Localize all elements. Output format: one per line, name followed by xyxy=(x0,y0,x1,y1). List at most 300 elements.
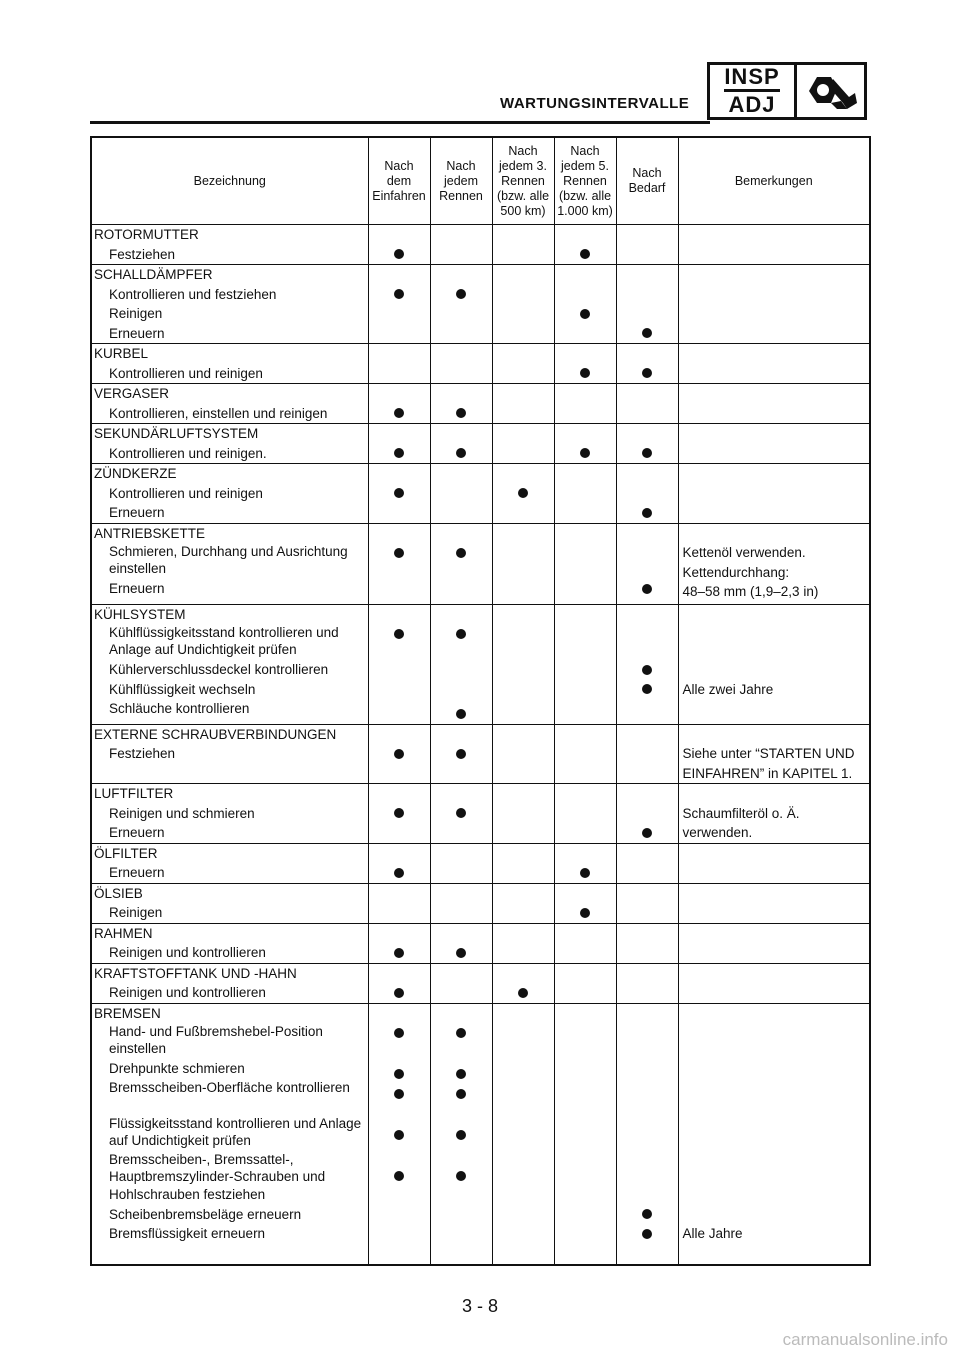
spacer-line xyxy=(679,384,870,404)
item-label: Bremsscheiben-Oberfläche kontrollieren xyxy=(109,1079,350,1095)
bullet-icon xyxy=(456,548,466,558)
bullet-icon xyxy=(394,408,404,418)
bullet-icon xyxy=(580,249,590,259)
remarks-cell xyxy=(678,384,870,424)
page-number: 3 - 8 xyxy=(461,1296,499,1316)
remark-spacer xyxy=(679,1079,870,1115)
interval-cell xyxy=(492,265,554,344)
spacer-line xyxy=(431,964,492,984)
mark-slot xyxy=(493,1205,554,1225)
bullet-icon xyxy=(394,1171,404,1181)
interval-cell xyxy=(616,724,678,784)
category-title: ANTRIEBSKETTE xyxy=(94,525,206,541)
remarks-cell xyxy=(678,1003,870,1265)
bullet-icon xyxy=(394,1130,404,1140)
interval-cell xyxy=(492,424,554,464)
interval-cell xyxy=(492,963,554,1003)
mark-slot xyxy=(555,943,616,963)
spacer-line xyxy=(555,384,616,404)
spacer-line xyxy=(369,605,430,625)
interval-cell xyxy=(554,604,616,724)
item-label: Schmieren, Durchhang und Ausrichtung einstellen xyxy=(109,544,348,576)
item-label: Reinigen und kontrollieren xyxy=(109,985,266,1000)
interval-cell xyxy=(492,724,554,784)
spacer-line xyxy=(493,225,554,245)
spacer-line xyxy=(431,265,492,285)
interval-cell xyxy=(368,923,430,963)
mark-slot xyxy=(617,680,678,700)
column-header-nach-5-rennen xyxy=(554,137,616,225)
spacer-line xyxy=(493,524,554,544)
mark-slot xyxy=(493,579,554,599)
mark-slot xyxy=(431,364,492,384)
interval-cell xyxy=(554,265,616,344)
remarks-cell xyxy=(678,464,870,524)
remark-spacer xyxy=(679,304,870,324)
interval-cell xyxy=(368,225,430,265)
spacer-line xyxy=(369,225,430,245)
mark-slot xyxy=(617,943,678,963)
mark-slot xyxy=(431,665,492,685)
item-label: Drehpunkte schmieren xyxy=(109,1061,245,1076)
remarks-cell xyxy=(678,344,870,384)
mark-slot xyxy=(369,1023,430,1064)
remarks-cell xyxy=(678,424,870,464)
interval-cell xyxy=(492,464,554,524)
remarks-cell xyxy=(678,225,870,265)
mark-slot xyxy=(555,304,616,324)
mark-slot xyxy=(555,903,616,923)
mark-slot xyxy=(493,503,554,523)
spacer-line xyxy=(493,464,554,484)
table-row xyxy=(91,523,870,604)
table-row xyxy=(91,384,870,424)
remark-line: 48–58 mm (1,9–2,3 in) xyxy=(682,584,819,599)
header-line: 500 km) xyxy=(500,203,546,218)
bullet-icon xyxy=(456,808,466,818)
mark-slot xyxy=(555,823,616,843)
item-label: Scheibenbremsbeläge erneuern xyxy=(109,1206,302,1222)
mark-slot xyxy=(555,804,616,824)
page-header-title: WARTUNGSINTERVALLE xyxy=(500,95,690,112)
interval-cell xyxy=(492,784,554,844)
spacer-line xyxy=(617,524,678,544)
interval-cell xyxy=(616,344,678,384)
remark-spacer xyxy=(679,285,870,305)
spacer-line xyxy=(555,524,616,544)
mark-slot xyxy=(617,285,678,305)
interval-cell xyxy=(430,384,492,424)
bullet-icon xyxy=(394,548,404,558)
item-label: Erneuern xyxy=(109,325,165,341)
description-cell xyxy=(91,344,368,384)
bullet-icon xyxy=(394,448,404,458)
spacer-line xyxy=(493,424,554,444)
mark-slot xyxy=(555,444,616,464)
spacer-line xyxy=(555,424,616,444)
header-line: Nach xyxy=(508,143,538,158)
item-label: Erneuern xyxy=(109,825,165,840)
item-label: Hand- und Fußbremshebel-Position einstellen xyxy=(109,1024,323,1056)
interval-cell xyxy=(368,843,430,883)
mark-slot xyxy=(369,823,430,843)
mark-slot xyxy=(431,484,492,504)
mark-slot xyxy=(555,1205,616,1225)
mark-slot xyxy=(431,704,492,724)
mark-slot xyxy=(555,1023,616,1059)
interval-cell xyxy=(430,464,492,524)
mark-slot xyxy=(555,245,616,265)
mark-slot xyxy=(431,503,492,523)
interval-cell xyxy=(492,344,554,384)
mark-slot xyxy=(555,680,616,700)
spacer-line xyxy=(555,884,616,904)
spacer-line xyxy=(555,1004,616,1024)
spacer-line xyxy=(493,924,554,944)
interval-cell xyxy=(492,604,554,724)
bullet-icon xyxy=(642,665,652,675)
description-cell xyxy=(91,1003,368,1265)
bullet-icon xyxy=(580,868,590,878)
mark-slot xyxy=(493,543,554,579)
mark-slot xyxy=(555,503,616,523)
spacer-line xyxy=(493,884,554,904)
mark-slot xyxy=(555,404,616,424)
spacer-line xyxy=(431,784,492,804)
interval-cell xyxy=(616,424,678,464)
mark-slot xyxy=(431,1084,492,1125)
column-header-nach-3-rennen xyxy=(492,137,554,225)
mark-slot xyxy=(369,624,430,665)
interval-cell xyxy=(430,265,492,344)
mark-slot xyxy=(369,665,430,685)
remarks-cell xyxy=(678,724,870,784)
spacer-line xyxy=(617,784,678,804)
bullet-icon xyxy=(642,328,652,338)
mark-slot xyxy=(369,943,430,963)
mark-slot xyxy=(431,304,492,324)
mark-slot xyxy=(617,804,678,824)
spacer-line xyxy=(555,344,616,364)
mark-slot xyxy=(555,983,616,1003)
bullet-icon xyxy=(394,1069,404,1079)
remark-line: verwenden. xyxy=(682,825,753,840)
header-line: Nach xyxy=(384,158,414,173)
spacer-line xyxy=(493,344,554,364)
mark-slot xyxy=(431,863,492,883)
mark-slot xyxy=(617,245,678,265)
bullet-icon xyxy=(394,749,404,759)
remarks-cell xyxy=(678,883,870,923)
remark-spacer xyxy=(679,484,870,504)
mark-slot xyxy=(369,903,430,923)
interval-cell xyxy=(554,464,616,524)
spacer-line xyxy=(679,524,870,544)
bullet-icon xyxy=(394,249,404,259)
item-label: Kontrollieren und reinigen. xyxy=(109,445,267,461)
interval-cell xyxy=(368,784,430,844)
item-label: Bremsscheiben-, Bremssattel-, Hauptbremszylinder-Schrauben und Hohlschrauben festziehen xyxy=(109,1151,326,1202)
category-title: KURBEL xyxy=(94,346,149,361)
bullet-icon xyxy=(456,1130,466,1140)
mark-slot xyxy=(369,1125,430,1166)
badge-top-text: INSP xyxy=(724,66,779,92)
remark-line: Siehe unter “STARTEN UND xyxy=(682,746,855,761)
mark-slot xyxy=(555,1115,616,1151)
mark-slot xyxy=(555,660,616,680)
mark-slot xyxy=(431,943,492,963)
mark-slot xyxy=(369,245,430,265)
spacer-line xyxy=(431,384,492,404)
interval-cell xyxy=(430,923,492,963)
spacer-line xyxy=(369,964,430,984)
header-line: Nach xyxy=(632,166,662,180)
mark-slot xyxy=(431,1023,492,1064)
remark-line: Schaumfilteröl o. Ä. xyxy=(682,805,800,821)
spacer-line xyxy=(679,1004,870,1024)
category-title: ZÜNDKERZE xyxy=(94,466,177,481)
interval-cell xyxy=(430,424,492,464)
interval-cell xyxy=(430,604,492,724)
mark-slot xyxy=(493,699,554,719)
item-label: Kontrollieren, einstellen und reinigen xyxy=(109,405,328,421)
mark-slot xyxy=(369,484,430,504)
interval-cell xyxy=(430,1003,492,1265)
bullet-icon xyxy=(394,289,404,299)
bullet-icon xyxy=(394,1028,404,1038)
spacer-line xyxy=(679,605,870,625)
remark-spacer xyxy=(679,983,870,1003)
description-cell xyxy=(91,923,368,963)
remark-line: Alle zwei Jahre xyxy=(682,681,774,697)
mark-slot xyxy=(431,1244,492,1264)
item-label: Kühlerverschlussdeckel kontrollieren xyxy=(109,662,329,677)
spacer-line xyxy=(369,524,430,544)
remark-spacer xyxy=(679,364,870,384)
category-title: KRAFTSTOFFTANK UND -HAHN xyxy=(94,965,297,981)
description-cell xyxy=(91,843,368,883)
spacer-line xyxy=(369,344,430,364)
bullet-icon xyxy=(394,948,404,958)
spacer-line xyxy=(493,384,554,404)
column-header-nach-bedarf xyxy=(616,137,678,225)
spacer-line xyxy=(493,605,554,625)
interval-cell xyxy=(554,843,616,883)
category-title: RAHMEN xyxy=(94,925,153,941)
mark-slot xyxy=(617,543,678,579)
spacer-line xyxy=(617,424,678,444)
spacer-line xyxy=(679,884,870,904)
mark-slot xyxy=(431,1125,492,1166)
mark-slot xyxy=(617,983,678,1003)
mark-slot xyxy=(617,903,678,923)
spacer-line xyxy=(493,1004,554,1024)
remark-spacer xyxy=(679,1023,870,1059)
interval-cell xyxy=(616,384,678,424)
interval-cell xyxy=(492,225,554,265)
mark-slot xyxy=(431,624,492,665)
interval-cell xyxy=(430,883,492,923)
remarks-cell xyxy=(678,784,870,844)
interval-cell xyxy=(492,1003,554,1265)
remarks-cell xyxy=(678,923,870,963)
interval-cell xyxy=(616,265,678,344)
remark-spacer xyxy=(679,444,870,464)
mark-slot xyxy=(369,285,430,305)
bullet-icon xyxy=(580,448,590,458)
table-row xyxy=(91,265,870,344)
spacer-line xyxy=(617,964,678,984)
mark-slot xyxy=(369,444,430,464)
mark-slot xyxy=(493,1079,554,1115)
interval-cell xyxy=(368,963,430,1003)
spacer-line xyxy=(369,784,430,804)
remark-spacer xyxy=(679,1059,870,1079)
mark-slot xyxy=(493,1224,554,1244)
spacer-line xyxy=(493,265,554,285)
mark-slot xyxy=(369,863,430,883)
spacer-line xyxy=(431,924,492,944)
table-row xyxy=(91,464,870,524)
spacer-line xyxy=(369,924,430,944)
spacer-line xyxy=(555,464,616,484)
table-row xyxy=(91,784,870,844)
spacer-line xyxy=(555,605,616,625)
mark-slot xyxy=(493,823,554,843)
item-label: Flüssigkeitsstand kontrollieren und Anlage auf Undichtigkeit prüfen xyxy=(109,1115,362,1148)
header-line: Einfahren xyxy=(372,188,426,203)
mark-slot xyxy=(369,364,430,384)
mark-slot xyxy=(369,1244,430,1264)
interval-cell xyxy=(368,344,430,384)
bullet-icon xyxy=(642,448,652,458)
mark-slot xyxy=(493,680,554,700)
mark-slot xyxy=(369,804,430,824)
interval-cell xyxy=(554,923,616,963)
spacer-line xyxy=(493,725,554,745)
interval-cell xyxy=(616,784,678,844)
spacer-line xyxy=(679,464,870,484)
mark-slot xyxy=(431,404,492,424)
spacer-line xyxy=(369,884,430,904)
mark-slot xyxy=(493,364,554,384)
mark-slot xyxy=(555,863,616,883)
mark-slot xyxy=(493,1115,554,1151)
mark-slot xyxy=(617,1151,678,1205)
remark-spacer xyxy=(679,404,870,424)
mark-slot xyxy=(555,285,616,305)
category-title: BREMSEN xyxy=(94,1005,161,1021)
mark-slot xyxy=(617,744,678,764)
bullet-icon xyxy=(394,808,404,818)
bullet-icon xyxy=(394,1089,404,1099)
remark-spacer xyxy=(679,1115,870,1151)
header-line: Rennen xyxy=(439,188,483,203)
spacer-line xyxy=(493,844,554,864)
remark-spacer xyxy=(679,1205,870,1225)
remarks-cell xyxy=(678,843,870,883)
mark-slot xyxy=(617,579,678,599)
bullet-icon xyxy=(580,368,590,378)
bullet-icon xyxy=(394,629,404,639)
mark-slot xyxy=(431,324,492,344)
interval-cell xyxy=(492,923,554,963)
mark-slot xyxy=(431,1225,492,1245)
insp-adj-badge xyxy=(707,62,867,120)
spacer-line xyxy=(555,964,616,984)
header-line: Bedarf xyxy=(628,181,666,195)
mark-slot xyxy=(431,285,492,305)
description-cell xyxy=(91,963,368,1003)
interval-cell xyxy=(430,344,492,384)
header-line: jedem 3. xyxy=(499,158,547,173)
item-label: Reinigen und kontrollieren xyxy=(109,945,266,960)
mark-slot xyxy=(431,983,492,1003)
spacer-line xyxy=(431,725,492,745)
mark-slot xyxy=(369,324,430,344)
bullet-icon xyxy=(580,908,590,918)
interval-cell xyxy=(430,963,492,1003)
item-label: Kontrollieren und festziehen xyxy=(109,286,277,302)
header-rule xyxy=(90,121,710,124)
description-cell xyxy=(91,604,368,724)
mark-slot xyxy=(493,404,554,424)
mark-slot xyxy=(369,744,430,764)
interval-cell xyxy=(368,384,430,424)
bullet-icon xyxy=(456,1089,466,1099)
item-label: Erneuern xyxy=(109,505,165,520)
spacer-line xyxy=(617,344,678,364)
header-line: dem xyxy=(386,173,412,188)
column-header-bezeichnung: Bezeichnung xyxy=(91,137,368,225)
mark-slot xyxy=(617,699,678,719)
header-line: Rennen xyxy=(501,173,545,188)
spacer-line xyxy=(493,784,554,804)
interval-cell xyxy=(616,963,678,1003)
header-line: (bzw. alle xyxy=(558,188,612,203)
remarks-cell xyxy=(678,604,870,724)
item-label: Reinigen xyxy=(109,306,163,321)
description-cell xyxy=(91,225,368,265)
mark-slot xyxy=(431,1166,492,1225)
mark-slot xyxy=(431,584,492,604)
interval-cell xyxy=(554,1003,616,1265)
mark-slot xyxy=(555,364,616,384)
mark-slot xyxy=(431,903,492,923)
spacer-line xyxy=(617,225,678,245)
spacer-line xyxy=(555,725,616,745)
spacer-line xyxy=(369,424,430,444)
mark-slot xyxy=(431,744,492,764)
bullet-icon xyxy=(394,868,404,878)
interval-cell xyxy=(554,784,616,844)
header-line: jedem xyxy=(443,173,479,188)
spacer-line xyxy=(431,464,492,484)
header-line: Nach xyxy=(570,143,600,158)
item-label: Kühlflüssigkeit wechseln xyxy=(109,681,256,697)
mark-slot xyxy=(555,324,616,344)
remark-spacer xyxy=(679,624,870,660)
spacer-line xyxy=(555,784,616,804)
badge-text xyxy=(710,65,797,117)
mark-slot xyxy=(617,1224,678,1244)
bullet-icon xyxy=(642,1209,652,1219)
spacer-line xyxy=(617,265,678,285)
description-cell xyxy=(91,883,368,923)
bullet-icon xyxy=(642,684,652,694)
spacer-line xyxy=(369,464,430,484)
bullet-icon xyxy=(456,289,466,299)
